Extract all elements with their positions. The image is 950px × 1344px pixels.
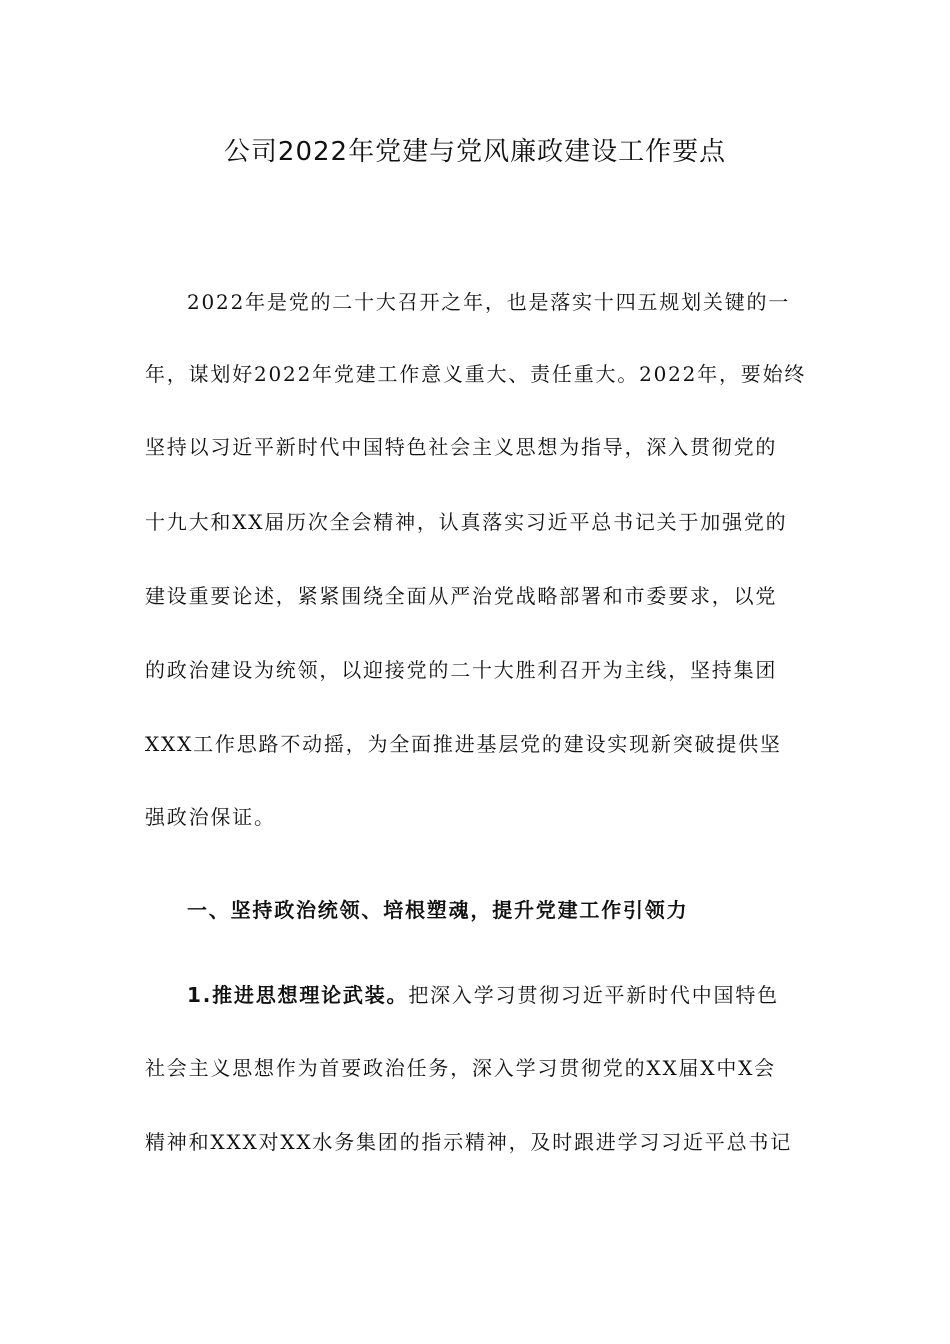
item-1-first-line xyxy=(187,980,857,1010)
item-1-first-line-text: 把深入学习贯彻习近平新时代中国特色 xyxy=(408,983,779,1007)
item-1-lead: 1.推进思想理论武装。 xyxy=(187,983,409,1007)
intro-line-4: 十九大和XX届历次全会精神，认真落实习近平总书记关于加强党的 xyxy=(145,510,788,534)
section-heading: 一、坚持政治统领、培根塑魂，提升党建工作引领力 xyxy=(187,898,689,922)
document-title: 公司2022年党建与党风廉政建设工作要点 xyxy=(223,137,727,167)
intro-line-2: 年，谋划好2022年党建工作意义重大、责任重大。2022年，要始终 xyxy=(145,362,807,386)
intro-line-3: 坚持以习近平新时代中国特色社会主义思想为指导，深入贯彻党的 xyxy=(145,435,778,459)
intro-line-6: 的政治建设为统领，以迎接党的二十大胜利召开为主线，坚持集团 xyxy=(145,658,778,682)
item-1-line-2: 社会主义思想作为首要政治任务，深入学习贯彻党的XX届X中X会 xyxy=(145,1056,776,1080)
intro-line-5: 建设重要论述，紧紧围绕全面从严治党战略部署和市委要求，以党 xyxy=(145,584,778,608)
intro-line-7: XXX工作思路不动摇，为全面推进基层党的建设实现新突破提供坚 xyxy=(145,732,782,756)
intro-line-8: 强政治保证。 xyxy=(145,805,276,829)
intro-line-1: 2022年是党的二十大召开之年，也是落实十四五规划关键的一 xyxy=(187,290,791,314)
item-1-line-3: 精神和XXX对XX水务集团的指示精神，及时跟进学习习近平总书记 xyxy=(145,1130,792,1154)
